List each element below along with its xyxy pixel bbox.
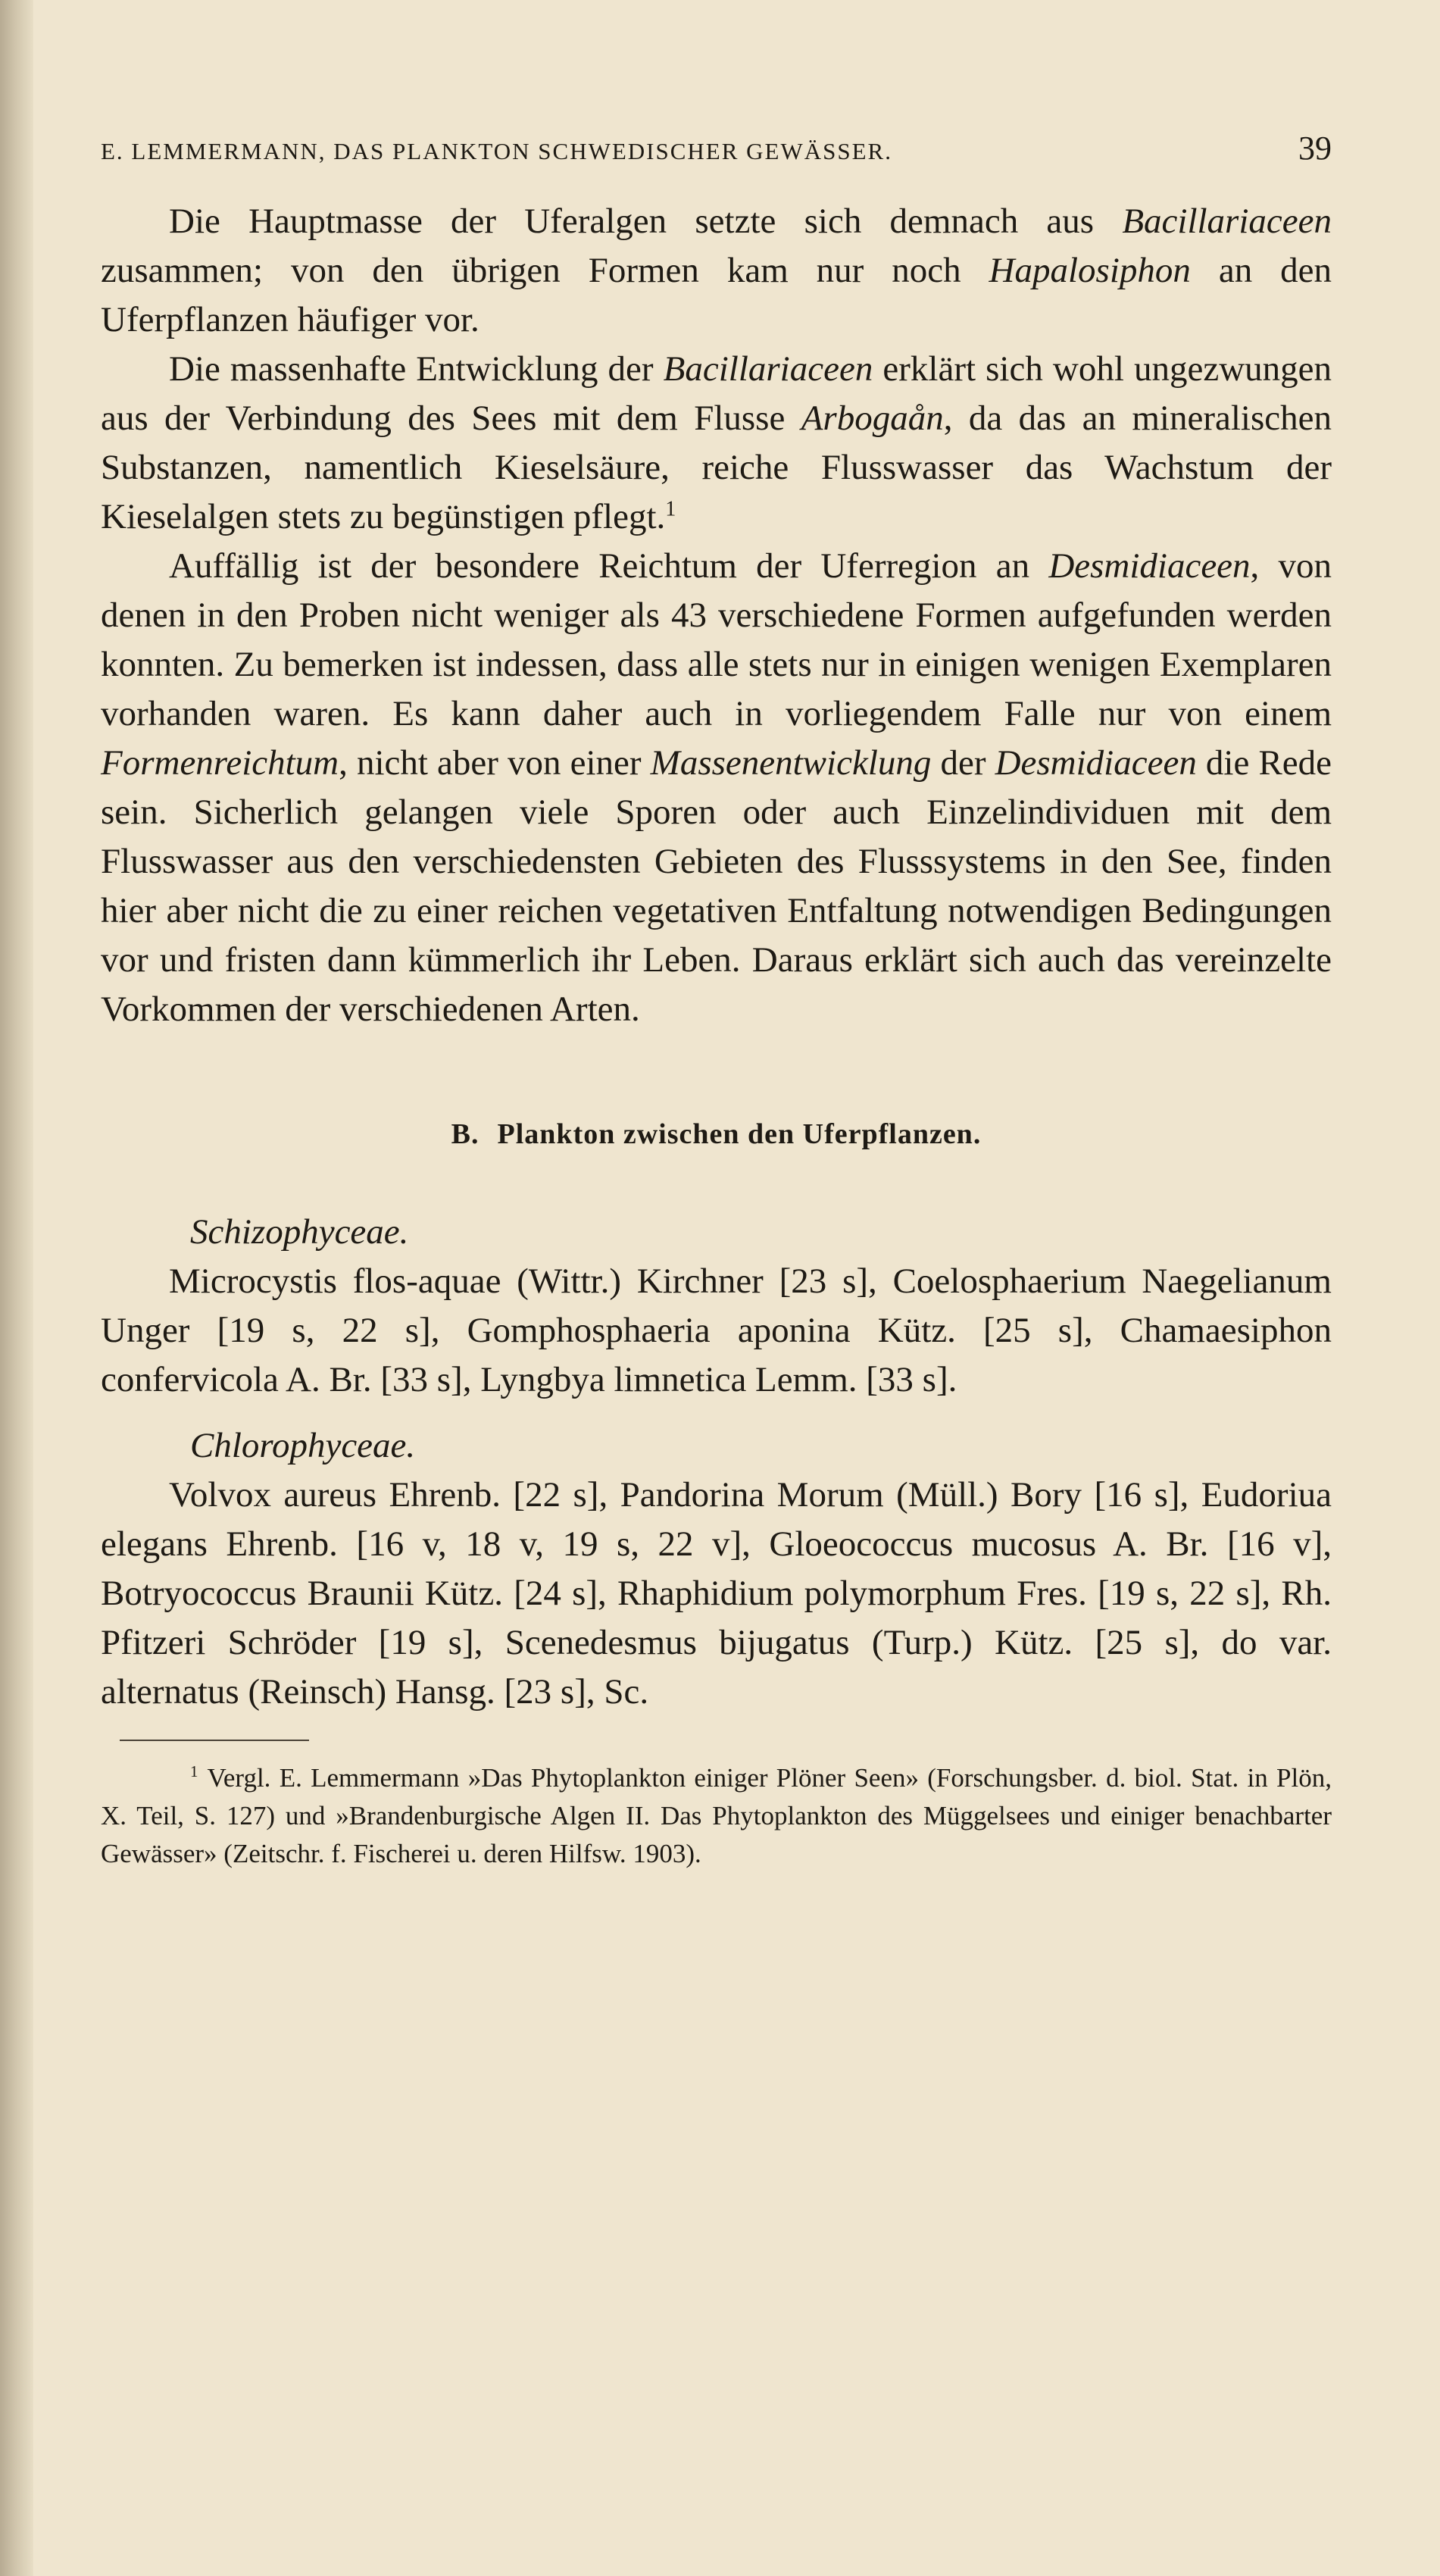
text-run: an den Uferpflanzen häufiger vor. [101,251,1332,339]
text-run: , nicht aber von einer [339,743,651,783]
page-number: 39 [1298,130,1332,167]
text-run: , von denen in den Proben nicht weniger als 43 verschiedene Formen aufgefunden werden konnten. Zu bemerken ist indessen, dass alle stets nur in einigen wenigen Exemplaren vorhanden waren. Es kann daher auch in vorliegendem Falle nur von einem [101,546,1332,733]
group-title-schizophyceae: Schizophyceae. [190,1212,409,1252]
footnote-text: Vergl. E. Lemmermann »Das Phytoplankton einiger Plöner Seen» (Forschungsber. d. biol. Stat. in Plön, X. Teil, S. 127) und »Brandenburgische Algen II. Das Phytoplankton des Müggelsees und einiger benachbarter Gewässer» (Zeitschr. f. Fischerei u. deren Hilfsw. 1903). [101,1763,1332,1868]
text-run: der [931,743,995,783]
italic-term: Arbogaån [801,399,944,438]
species-list-chlorophyceae: Volvox aureus Ehrenb. [22 s], Pandorina Morum (Müll.) Bory [16 s], Eudoriua elegans Ehrenb. [16 v, 18 v, 19 s, 22 v], Gloeococcus mucosus A. Br. [16 v], Botryococcus Braunii Kütz. [24 s], Rhaphidium polymorphum Fres. [19 s, 22 s], Rh. Pfitzeri Schröder [19 s], Scenedesmus bijugatus (Turp.) Kütz. [25 s], do var. alternatus (Reinsch) Hansg. [23 s], Sc. [101,1475,1332,1712]
text-run: erklärt sich wohl ungezwungen aus der Verbindung des Sees mit dem Flusse [101,349,1332,438]
italic-term: Desmidiaceen [995,743,1197,783]
paragraph-1 [101,197,1332,345]
italic-term: Bacillariaceen [663,349,873,389]
text-run: , da das an mineralischen Substanzen, namentlich Kieselsäure, reiche Flusswasser das Wachstum der Kieselalgen stets zu begünstigen pflegt. [101,399,1332,536]
group-title-chlorophyceae: Chlorophyceae. [190,1426,416,1465]
italic-term: Bacillariaceen [1122,202,1332,241]
footnote-rule [120,1740,309,1741]
paragraph-2 [101,345,1332,542]
book-page [101,129,1332,1873]
text-run: die Rede sein. Sicherlich gelangen viele Sporen oder auch Einzelindividuen mit dem Flusswasser aus den verschiedensten Gebieten des Flusssystems in den See, finden hier aber nicht die zu einer reichen vegetativen Entfaltung notwendigen Bedingungen vor und fristen dann kümmerlich ihr Leben. Daraus erklärt sich auch das vereinzelte Vorkommen der verschiedenen Arten. [101,743,1332,1029]
paragraph-3 [101,542,1332,1034]
text-run: Die Hauptmasse der Uferalgen setzte sich demnach aus [169,202,1095,241]
running-header [101,129,1332,174]
group-spacer [101,1405,1332,1421]
section-letter: B. [451,1118,479,1150]
italic-term: Formenreichtum [101,743,339,783]
text-run: Die massenhafte Entwicklung der [169,349,664,389]
running-title: E. LEMMERMANN, DAS PLANKTON SCHWEDISCHER GEWÄSSER. [101,138,892,164]
italic-term: Massenentwicklung [650,743,932,783]
italic-term: Desmidiaceen [1048,546,1251,586]
italic-term: Hapalosiphon [989,251,1191,290]
footnote-reference: 1 [665,497,676,521]
book-gutter-shadow [0,0,33,2576]
section-heading [101,1118,1332,1151]
species-list-schizophyceae: Microcystis flos-aquae (Wittr.) Kirchner [23 s], Coelosphaerium Naegelianum Unger [19 s, 22 s], Gomphosphaeria aponina Kütz. [25 s], Chamaesiphon confervicola A. Br. [33 s], Lyngbya limnetica Lemm. [33 s]. [101,1261,1332,1399]
text-run: Auffällig ist der besondere Reichtum der Uferregion an [169,546,1049,586]
footnote [101,1759,1332,1873]
text-run: zusammen; von den übrigen Formen kam nur noch [101,251,989,290]
section-title: Plankton zwischen den Uferpflanzen. [497,1118,982,1150]
footnote-mark: 1 [190,1762,198,1781]
